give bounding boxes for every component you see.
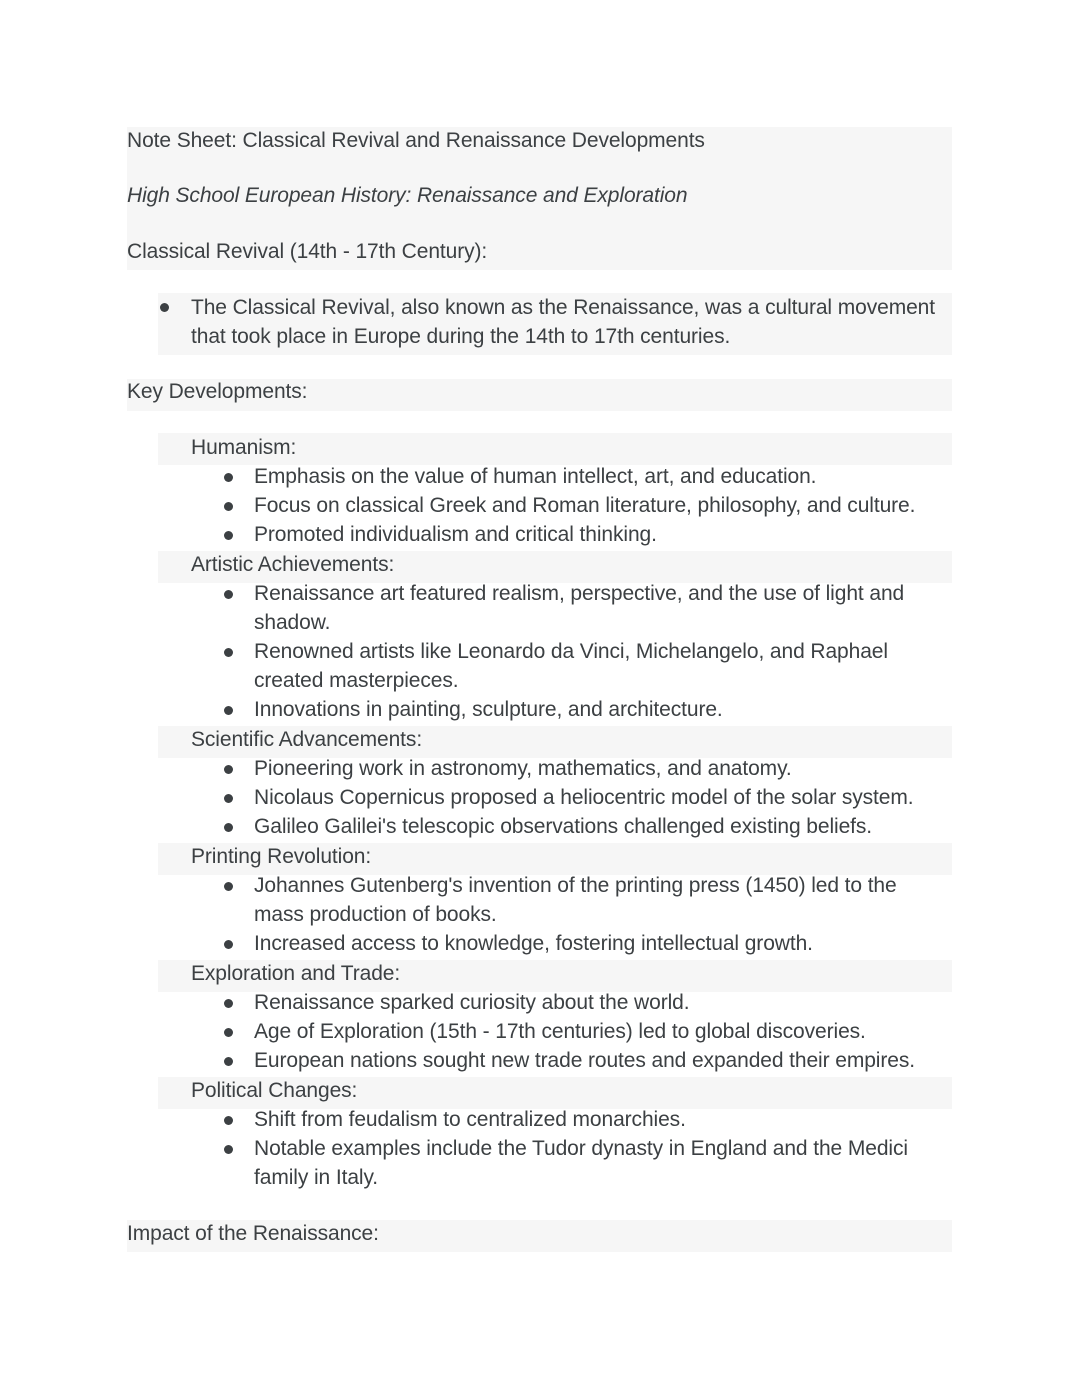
list-item: Nicolaus Copernicus proposed a heliocentric model of the solar system. — [254, 786, 914, 809]
bullet-icon — [160, 303, 169, 312]
list-item: Focus on classical Greek and Roman literature, philosophy, and culture. — [254, 494, 916, 517]
bullet-icon — [224, 765, 233, 774]
bullet-icon — [224, 502, 233, 511]
list-item: Johannes Gutenberg's invention of the printing press (1450) led to the — [254, 874, 897, 897]
group-label-printing-revolution: Printing Revolution: — [191, 845, 372, 868]
bullet-icon — [224, 940, 233, 949]
list-item: Notable examples include the Tudor dynasty in England and the Medici — [254, 1137, 908, 1160]
list-item: Renaissance art featured realism, perspective, and the use of light and — [254, 582, 905, 605]
list-item: Renowned artists like Leonardo da Vinci, Michelangelo, and Raphael — [254, 640, 888, 663]
section-heading-impact: Impact of the Renaissance: — [127, 1222, 379, 1245]
list-item: Pioneering work in astronomy, mathematics, and anatomy. — [254, 757, 792, 780]
section-heading-classical-revival: Classical Revival (14th - 17th Century): — [127, 240, 488, 263]
bullet-icon — [224, 823, 233, 832]
list-item: Increased access to knowledge, fostering intellectual growth. — [254, 932, 813, 955]
document-subtitle: High School European History: Renaissance and Exploration — [127, 184, 688, 207]
bullet-icon — [224, 1057, 233, 1066]
list-item: European nations sought new trade routes and expanded their empires. — [254, 1049, 915, 1072]
list-item-continuation: shadow. — [254, 611, 331, 634]
group-label-scientific-advancements: Scientific Advancements: — [191, 728, 423, 751]
list-item-continuation: created masterpieces. — [254, 669, 459, 692]
list-item-continuation: family in Italy. — [254, 1166, 379, 1189]
intro-bullet-line1: The Classical Revival, also known as the Renaissance, was a cultural movement — [191, 296, 935, 319]
bullet-icon — [224, 590, 233, 599]
group-label-humanism: Humanism: — [191, 436, 297, 459]
section-heading-key-developments: Key Developments: — [127, 380, 308, 403]
bullet-icon — [224, 1116, 233, 1125]
bullet-icon — [224, 999, 233, 1008]
group-label-exploration-and-trade: Exploration and Trade: — [191, 962, 401, 985]
list-item: Galileo Galilei's telescopic observations challenged existing beliefs. — [254, 815, 873, 838]
bullet-icon — [224, 531, 233, 540]
bullet-icon — [224, 648, 233, 657]
bullet-icon — [224, 473, 233, 482]
group-label-artistic-achievements: Artistic Achievements: — [191, 553, 395, 576]
intro-bullet-line2: that took place in Europe during the 14th to 17th centuries. — [191, 325, 731, 348]
bullet-icon — [224, 1028, 233, 1037]
list-item: Renaissance sparked curiosity about the world. — [254, 991, 690, 1014]
list-item: Innovations in painting, sculpture, and architecture. — [254, 698, 723, 721]
list-item: Promoted individualism and critical thinking. — [254, 523, 657, 546]
list-item: Shift from feudalism to centralized monarchies. — [254, 1108, 686, 1131]
bullet-icon — [224, 706, 233, 715]
document-title: Note Sheet: Classical Revival and Renaissance Developments — [127, 129, 705, 152]
list-item: Age of Exploration (15th - 17th centuries) led to global discoveries. — [254, 1020, 866, 1043]
bullet-icon — [224, 1145, 233, 1154]
bullet-icon — [224, 794, 233, 803]
list-item: Emphasis on the value of human intellect, art, and education. — [254, 465, 817, 488]
list-item-continuation: mass production of books. — [254, 903, 497, 926]
group-label-political-changes: Political Changes: — [191, 1079, 358, 1102]
bullet-icon — [224, 882, 233, 891]
